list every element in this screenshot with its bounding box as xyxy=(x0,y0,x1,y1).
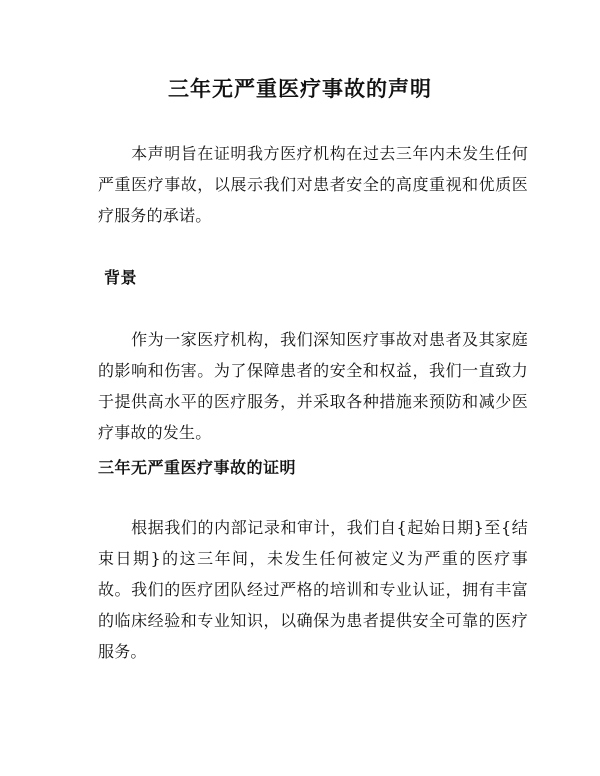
background-paragraph xyxy=(98,324,528,448)
section-heading-background: 背景 xyxy=(104,268,138,287)
section-heading-proof: 三年无严重医疗事故的证明 xyxy=(98,458,297,477)
intro-text: 本声明旨在证明我方医疗机构在过去三年内未发生任何严重医疗事故，以展示我们对患者安全的高度重视和优质医疗服务的承诺。 xyxy=(98,144,528,225)
document-title: 三年无严重医疗事故的声明 xyxy=(168,77,432,101)
background-text: 作为一家医疗机构，我们深知医疗事故对患者及其家庭的影响和伤害。为了保障患者的安全和权益，我们一直致力于提供高水平的医疗服务，并采取各种措施来预防和减少医疗事故的发生。 xyxy=(98,330,528,442)
proof-paragraph xyxy=(98,512,528,667)
proof-text: 根据我们的内部记录和审计，我们自{起始日期}至{结束日期}的这三年间，未发生任何被定义为严重的医疗事故。我们的医疗团队经过严格的培训和专业认证，拥有丰富的临床经验和专业知识，以确保为患者提供安全可靠的医疗服务。 xyxy=(98,518,528,661)
intro-paragraph xyxy=(98,138,528,231)
